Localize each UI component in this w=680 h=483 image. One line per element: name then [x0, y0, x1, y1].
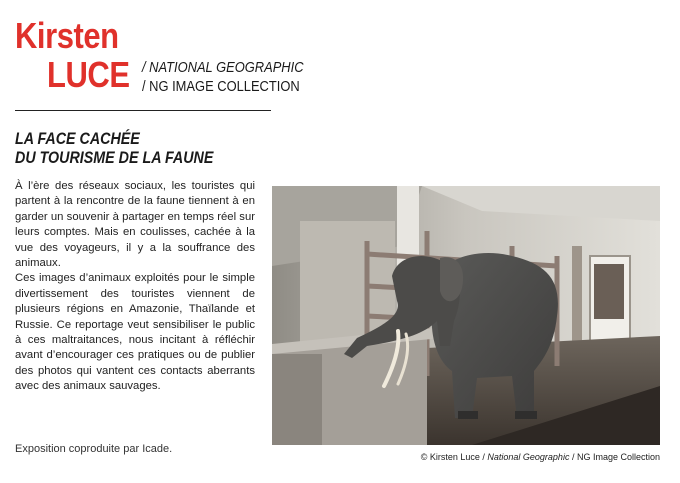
article-title — [15, 129, 213, 167]
photo-credit-publication: National Geographic — [487, 452, 570, 462]
collection-credit-line-1: / NATIONAL GEOGRAPHIC — [142, 59, 304, 76]
collection-credit-line-2: / NG IMAGE COLLECTION — [142, 78, 300, 95]
photo-credit-suffix: / NG Image Collection — [569, 452, 660, 462]
photo-credit-prefix: © Kirsten Luce / — [420, 452, 488, 462]
article-title-line-1: LA FACE CACHÉE — [15, 129, 140, 148]
author-last-name: LUCE — [47, 54, 130, 95]
article-paragraph-2: Ces images d’animaux exploités pour le simple divertissement des touristes viennent de plusieurs régions en Amazonie, Thaïlande et Russie. Ce reportage veut sensibiliser le public à ces maltraitances, nous incitant à réfléchir avant d’encourager ces pratiques ou de publier des photos qui vantent ces contacts aberrants avec des animaux sauvages. — [15, 272, 255, 393]
article-body — [15, 179, 255, 395]
article-title-line-2: DU TOURISME DE LA FAUNE — [15, 148, 214, 167]
exhibition-note: Exposition coproduite par Icade. — [15, 443, 173, 455]
header-divider — [15, 110, 271, 111]
author-first-name: Kirsten — [15, 15, 119, 56]
photo-credit — [421, 452, 660, 462]
article-paragraph-1: À l’ère des réseaux sociaux, les touristes qui partent à la rencontre de la faune tiennent à en garder un souvenir à partager en temps réel sur leurs comptes. Mais en coulisses, cachée à la vue des voyageurs, il y a la souffrance des animaux. — [15, 180, 255, 270]
elephant-photo — [272, 186, 660, 445]
